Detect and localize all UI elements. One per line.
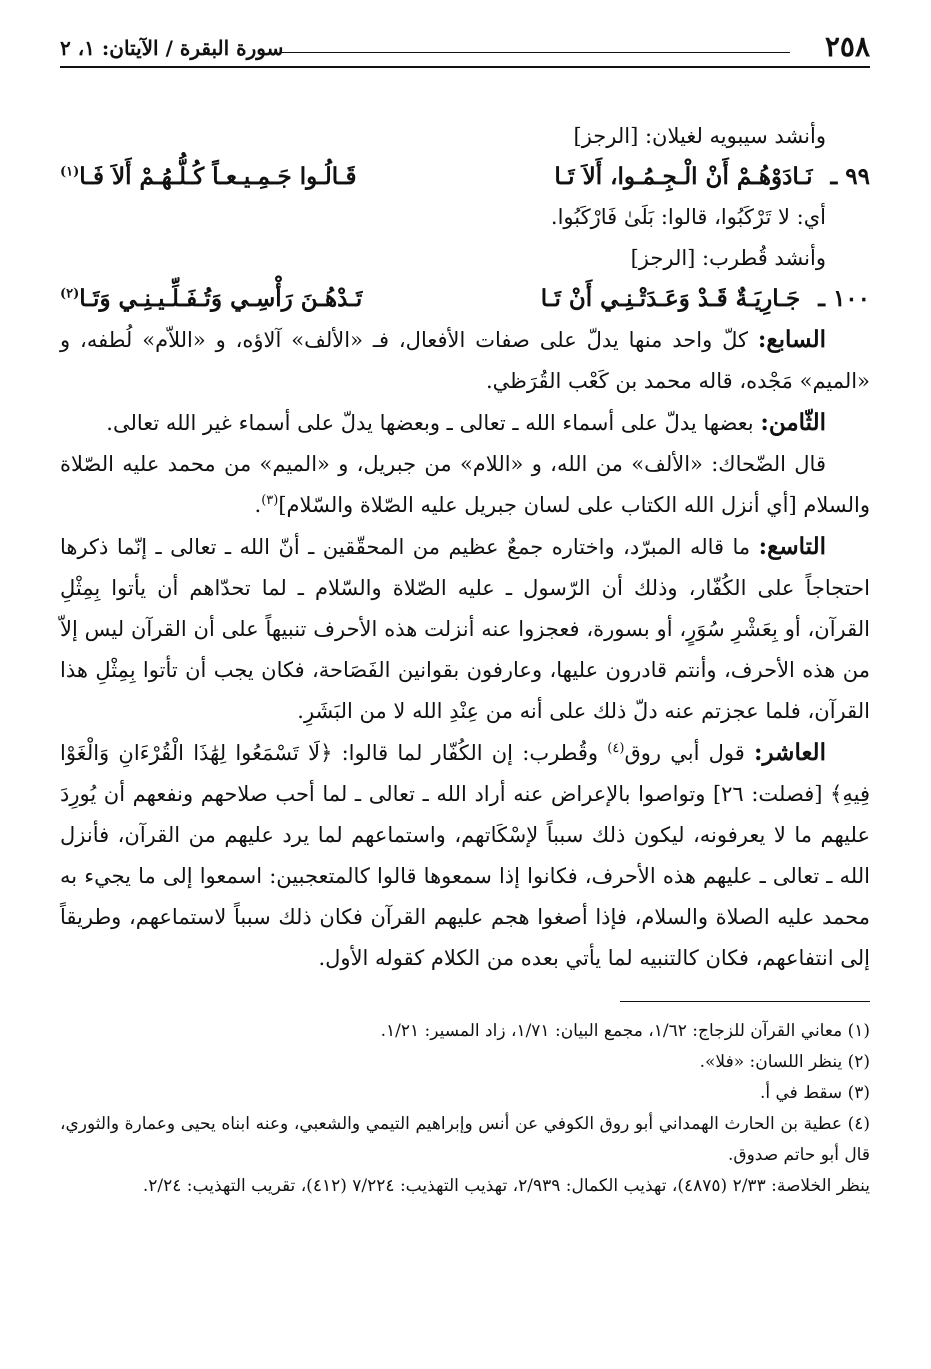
verse-100-second-text: تَـدْهُـنَ رَأْسِـي وَتُـفَـلِّـيـنِـي وَتَـا xyxy=(79,285,363,312)
text-dahhak-end: . xyxy=(254,493,262,517)
header-rule xyxy=(280,52,790,53)
verse-99-first-hemistich xyxy=(554,157,870,197)
footnote-4-references: ينظر الخلاصة: ٢/٣٣ (٤٨٧٥)، تهذيب الكمال: ٢/٩٣٩، تهذيب التهذيب: ٧/٢٢٤ (٤١٢)، تقريب التهذيب: ٢/٢٤. xyxy=(142,1176,870,1196)
footnote-3: (٣) سقط في أ. xyxy=(759,1083,870,1103)
footnote-divider xyxy=(620,1001,870,1002)
paragraph-eighth xyxy=(60,402,870,444)
verse-99-number: ٩٩ ـ xyxy=(830,163,870,190)
text-tenth-b: وقُطرب: إن الكُفّار لما قالوا: ﴿لَا تَسْمَعُوا لِهَٰذَا الْقُرْءَانِ وَالْغَوْا فِيهِ﴾ [فصلت: ٢٦] وتواصوا بالإعراض عنه أراد الله ـ تعالى ـ لما أحب صلاحهم ونفعهم أن يُورِدَ عليهم ما لا يعرفونه، ليكون ذلك سبباً لإسْكَاتهم، واستماعهم لما يرد عليهم من القرآن، فأنزل الله ـ تعالى ـ عليهم هذه الأحرف، فكانوا إذا سمعوها قالوا كالمتعجبين: اسمعوا إلى ما يجيء به محمد عليه الصلاة والسلام، فإذا أصغوا هجم عليهم القرآن فكان ذلك سبباً لاستماعهم، وطريقاً إلى انتفاعهم، فكان كالتنبيه لما يأتي بعده من الكلام كقوله الأول. xyxy=(60,741,870,970)
paragraph-dahhak xyxy=(60,444,870,526)
paragraph-seventh xyxy=(60,319,870,402)
paragraph-tenth xyxy=(60,732,870,979)
footnote-4: (٤) عطية بن الحارث الهمداني أبو روق الكوفي عن أنس وإبراهيم التيمي والشعبي، وعنه ابناه يحيى وعمارة والثوري، قال أبو حاتم صدوق. xyxy=(60,1114,870,1165)
verse-99 xyxy=(60,157,870,197)
paragraph-explanation: أي: لا تَرْكَبُوا، قالوا: بَلَىٰ فَارْكَبُوا. xyxy=(550,205,826,229)
main-text xyxy=(60,116,870,979)
paragraph-qutrub: وأنشد قُطرب: [الرجز] xyxy=(630,246,826,270)
heading-tenth: العاشر: xyxy=(754,739,826,766)
heading-eighth: الثّامن: xyxy=(760,409,826,436)
verse-100-second-hemistich xyxy=(60,279,362,319)
footnote-ref-2: (٢) xyxy=(60,286,80,302)
page-header xyxy=(60,30,870,68)
text-ninth: ما قاله المبرّد، واختاره جمعٌ عظيم من المحقّقين ـ أنّ الله ـ تعالى ـ إنّما ذكرها احتجاجاً على الكُفّار، وذلك أن الرّسول ـ عليه الصّلاة والسّلام ـ لما تحدّاهم أن يأتوا بِمِثْلِ القرآن، أو بِعَشْرِ سُوَرٍ، أو بسورة، فعجزوا عنه أنزلت هذه الأحرف تنبيهاً على أن القرآن ليس إلاّ من هذه الأحرف، وأنتم قادرون عليها، وعارفون بقوانين الفَصَاحة، فكان يجب أن تأتوا بِمِثْلِ هذا القرآن، فلما عجزتم عنه دلّ ذلك على أنه من عِنْدِ الله لا من البَشَرِ. xyxy=(60,535,870,723)
book-page xyxy=(60,30,870,1340)
heading-seventh: السابع: xyxy=(757,326,826,353)
footnotes xyxy=(60,1016,870,1202)
footnote-2: (٢) ينظر اللسان: «فلا». xyxy=(699,1052,870,1072)
running-title: سورة البقرة / الآيتان: ١، ٢ xyxy=(60,36,284,60)
verse-100-first-text: جَـارِيَـةٌ قَـدْ وَعَـدَتْـنِـي أَنْ تَـا xyxy=(540,285,801,312)
heading-ninth: التاسع: xyxy=(758,533,826,560)
verse-99-first-text: نَـادَوْهُـمْ أَنْ الْـجِـمُـوا، أَلاَ تَـا xyxy=(554,163,813,190)
verse-100 xyxy=(60,279,870,319)
footnote-1: (١) معاني القرآن للزجاج: ١/٦٢، مجمع البيان: ١/٧١، زاد المسير: ١/٢١. xyxy=(380,1021,870,1041)
footnote-ref-3: (٣) xyxy=(261,493,279,508)
paragraph-sibawayh: وأنشد سيبويه لغيلان: [الرجز] xyxy=(573,124,826,148)
footnote-ref-1: (١) xyxy=(60,164,80,180)
paragraph-ninth xyxy=(60,526,870,732)
verse-99-second-text: قَـالُـوا جَـمِـيـعـاً كُـلُّـهُـمْ أَلاَ فَـا xyxy=(79,163,357,190)
page-number: ٢٥٨ xyxy=(824,30,870,63)
verse-99-second-hemistich xyxy=(60,157,357,197)
verse-100-number: ١٠٠ ـ xyxy=(818,285,870,312)
verse-100-first-hemistich xyxy=(541,279,870,319)
footnote-ref-4: (٤) xyxy=(607,741,625,756)
text-eighth: بعضها يدلّ على أسماء الله ـ تعالى ـ وبعضها يدلّ على أسماء غير الله تعالى. xyxy=(106,411,754,435)
text-tenth-a: قول أبي روق xyxy=(624,741,745,765)
text-dahhak: قال الضّحاك: «الألف» من الله، و «اللام» من جبريل، و «الميم» من محمد عليه الصّلاة والسلام [أي أنزل الله الكتاب على لسان جبريل عليه الصّلاة والسّلام] xyxy=(60,452,870,517)
text-seventh: كلّ واحد منها يدلّ على صفات الأفعال، فـ «الألف» آلاؤه، و «اللاّم» لُطفه، و «الميم» مَجْده، قاله محمد بن كَعْب القُرَظي. xyxy=(60,328,870,393)
